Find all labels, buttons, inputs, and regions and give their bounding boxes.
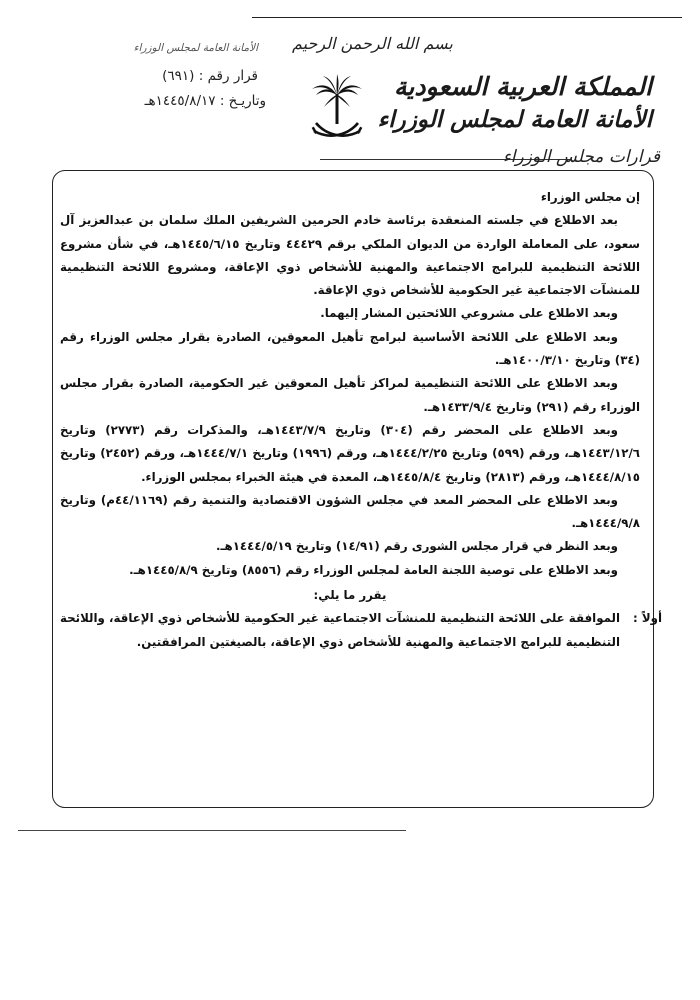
opening-line: إن مجلس الوزراء	[540, 190, 640, 204]
decision-body	[60, 182, 662, 654]
top-rule	[252, 17, 682, 18]
bottom-rule	[18, 830, 406, 831]
secretariat-title: الأمانة العامة لمجلس الوزراء	[377, 106, 652, 133]
secretariat-stamp-text: الأمانة العامة لمجلس الوزراء	[133, 42, 258, 54]
paragraph: وبعد الاطلاع على اللائحة الأساسية لبرامج تأهيل المعوقين، الصادرة بقرار مجلس الوزراء رقم (٣٤) وتاريخ ١٤٠٠/٣/١٠هـ.	[60, 329, 640, 368]
clause-number: أولاً :	[633, 611, 662, 626]
clause-text: الموافقة على اللائحة التنظيمية للمنشآت الاجتماعية غير الحكومية للأشخاص ذوي الإعاقة، واللائحة التنظيمية للبرامج الاجتماعية والمهنية للأشخاص ذوي الإعاقة، بالصيغتين المرافقتين.	[60, 611, 620, 649]
paragraph: وبعد النظر في قرار مجلس الشورى رقم (١٤/٩١) وتاريخ ١٤٤٤/٥/١٩هـ.	[216, 539, 618, 554]
decision-number: قرار رقم : (٦٩١)	[162, 68, 258, 84]
paragraph: وبعد الاطلاع على المحضر رقم (٣٠٤) وتاريخ ١٤٤٣/٧/٩هـ، والمذكرات رقم (٢٧٧٣) وتاريخ ١٤٤٣/١٢/٦هـ، ورقم (٥٩٩) وتاريخ ١٤٤٤/٢/٢٥هـ، ورقم (١٩٩٦) وتاريخ ١٤٤٤/٧/١هـ، ورقم (٢٤٥٢) وتاريخ ١٤٤٤/٨/١٥هـ، ورقم (٢٨١٣) وتاريخ ١٤٤٥/٨/٤هـ، المعدة في هيئة الخبراء بمجلس الوزراء.	[60, 422, 640, 484]
decision-date: وتاريـخ : ١٤٤٥/٨/١٧هـ	[144, 93, 266, 109]
palm-swords-emblem-icon	[310, 74, 364, 144]
basmala: بسم الله الرحمن الرحيم	[292, 34, 453, 53]
decisions-label-row	[320, 147, 660, 171]
kingdom-title: المملكة العربية السعودية	[393, 72, 652, 101]
paragraph: وبعد الاطلاع على مشروعي اللائحتين المشار إليهما.	[320, 306, 618, 321]
resolves-heading: يقرر ما يلي:	[313, 588, 387, 603]
paragraph: وبعد الاطلاع على المحضر المعد في مجلس الشؤون الاقتصادية والتنمية رقم (٤٤/١١٦٩م) وتاريخ ١٤٤٤/٩/٨هـ.	[60, 492, 640, 531]
decisions-label: قرارات مجلس الوزراء	[502, 147, 660, 167]
clause-first	[60, 607, 662, 654]
paragraph: وبعد الاطلاع على اللائحة التنظيمية لمراكز تأهيل المعوقين غير الحكومية، الصادرة بقرار مجلس الوزراء رقم (٢٩١) وتاريخ ١٤٣٣/٩/٤هـ.	[60, 376, 640, 414]
paragraph: وبعد الاطلاع على توصية اللجنة العامة لمجلس الوزراء رقم (٨٥٥٦) وتاريخ ١٤٤٥/٨/٩هـ.	[129, 562, 618, 577]
paragraph: بعد الاطلاع في جلسته المنعقدة برئاسة خادم الحرمين الشريفين الملك سلمان بن عبدالعزيز آل سعود، على المعاملة الواردة من الديوان الملكي برقم ٤٤٤٢٩ وتاريخ ١٤٤٥/٦/١٥هـ، في شأن مشروع اللائحة التنظيمية للبرامج الاجتماعية والمهنية للأشخاص ذوي الإعاقة، ومشروع اللائحة التنظيمية للمنشآت الاجتماعية غير الحكومية للأشخاص ذوي الإعاقة.	[60, 213, 640, 298]
